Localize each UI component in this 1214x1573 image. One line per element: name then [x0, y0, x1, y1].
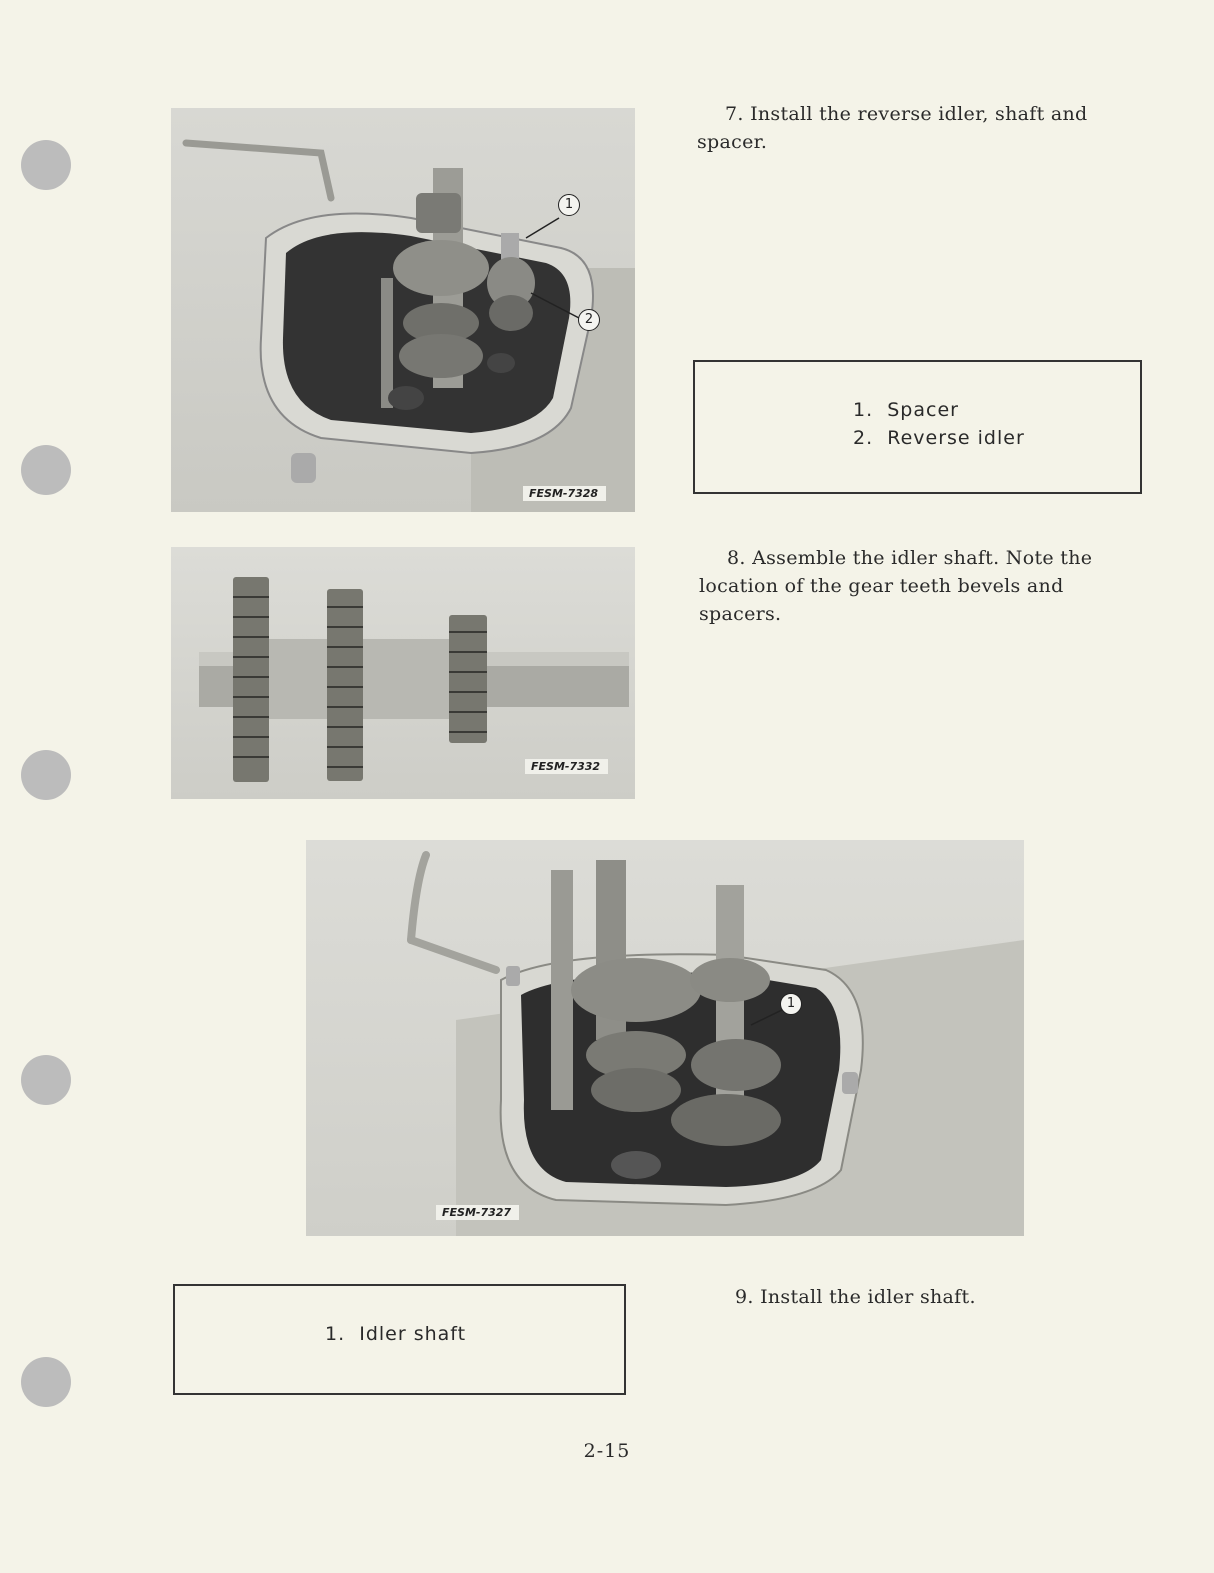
installed-idler-illustration	[306, 840, 1024, 1236]
figure-idler-shaft-installed-photo	[306, 840, 1024, 1236]
figure-label: FESM-7332	[525, 759, 608, 774]
binder-hole	[21, 445, 71, 495]
legend-item-label: Idler shaft	[359, 1323, 467, 1345]
legend-box-figure-3	[173, 1284, 626, 1395]
legend-item	[325, 1320, 466, 1348]
figure-idler-shaft-assembly-photo	[171, 547, 635, 799]
step-number: 9.	[735, 1286, 754, 1308]
legend-box-figure-1	[693, 360, 1142, 494]
legend-item	[853, 396, 1025, 424]
step-number: 7.	[725, 103, 744, 125]
transmission-housing-illustration	[171, 108, 635, 512]
step-9	[707, 1283, 1127, 1311]
legend-item	[853, 424, 1025, 452]
legend-item-label: Spacer	[887, 399, 959, 421]
step-7	[697, 100, 1117, 156]
legend-item-number: 1.	[325, 1323, 346, 1345]
callout-2: 2	[578, 309, 600, 331]
callout-1: 1	[780, 993, 802, 1015]
step-text: Install the reverse idler, shaft and spacer.	[697, 103, 1088, 153]
binder-hole	[21, 1055, 71, 1105]
figure-reverse-idler-photo	[171, 108, 635, 512]
binder-hole	[21, 1357, 71, 1407]
step-8	[699, 544, 1139, 628]
binder-hole	[21, 140, 71, 190]
legend-item-label: Reverse idler	[887, 427, 1025, 449]
legend-item-number: 1.	[853, 399, 874, 421]
legend-item-number: 2.	[853, 427, 874, 449]
figure-label: FESM-7327	[436, 1205, 519, 1220]
figure-label: FESM-7328	[523, 486, 606, 501]
step-text: Install the idler shaft.	[760, 1286, 976, 1308]
callout-1: 1	[558, 194, 580, 216]
binder-hole	[21, 750, 71, 800]
step-number: 8.	[727, 547, 746, 569]
step-text: Assemble the idler shaft. Note the location of the gear teeth bevels and spacers.	[699, 547, 1093, 625]
page-number: 2-15	[583, 1440, 631, 1462]
